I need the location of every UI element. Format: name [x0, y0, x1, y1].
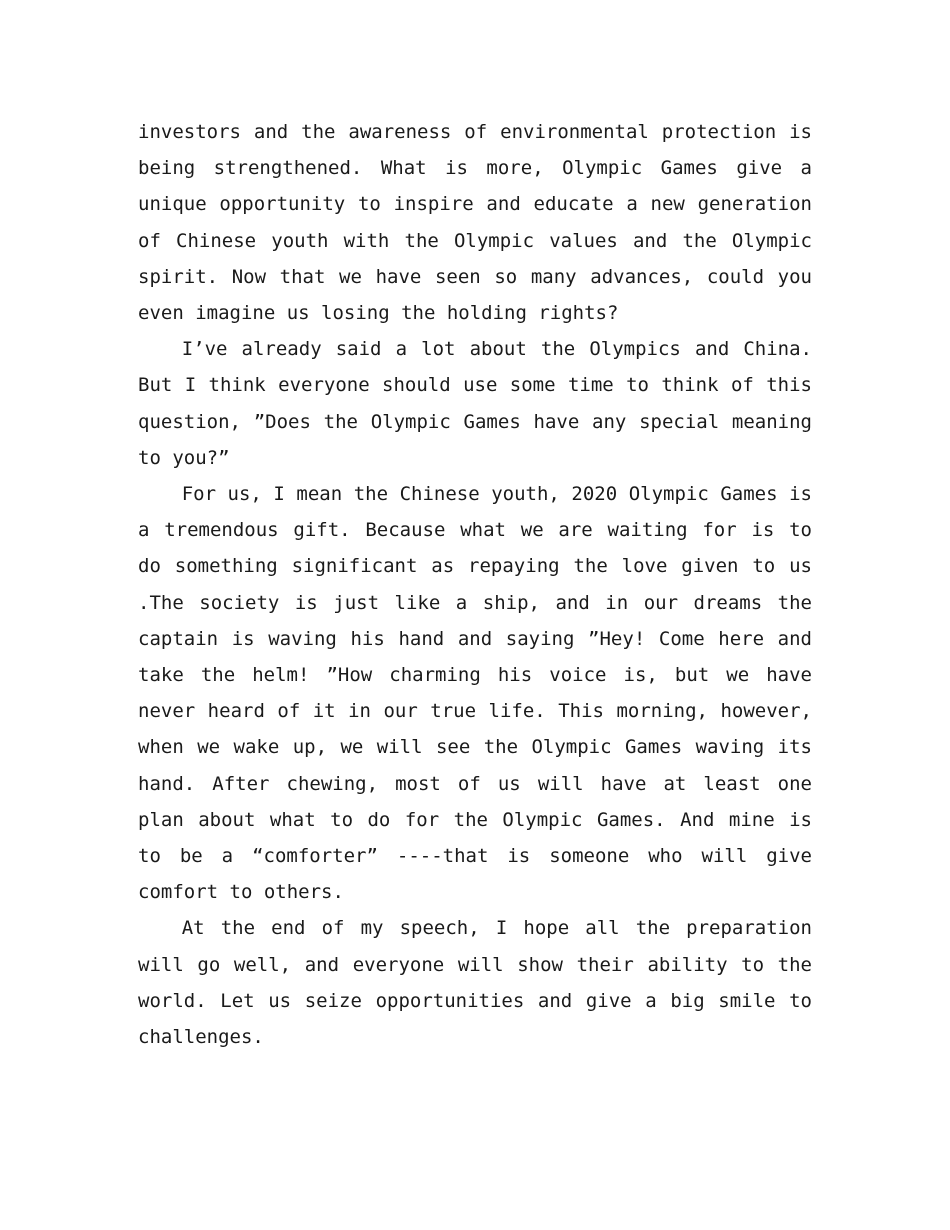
- paragraph-4: At the end of my speech, I hope all the preparation will go well, and everyone will show their ability to the world. Let us seize opportunities and give a big smile to challenges.: [138, 917, 812, 1049]
- paragraph-1: investors and the awareness of environmental protection is being strengthened. What is more, Olympic Games give a unique opportunity to inspire and educate a new generation of Chinese youth with the Olympic values and the Olympic spirit. Now that we have seen so many advances, could you even imagine us losing the holding rights?: [138, 121, 812, 325]
- paragraph-3: For us, I mean the Chinese youth, 2020 Olympic Games is a tremendous gift. Because what we are waiting for is to do something significant as repaying the love given to us .The society is just like a ship, and in our dreams the captain is waving his hand and saying ”Hey! Come here and take the helm! ”How charming his voice is, but we have never heard of it in our true life. This morning, however, when we wake up, we will see the Olympic Games waving its hand. After chewing, most of us will have at least one plan about what to do for the Olympic Games. And mine is to be a “comforter” ----that is someone who will give comfort to others.: [138, 483, 812, 904]
- paragraph-2: I’ve already said a lot about the Olympics and China. But I think everyone should use some time to think of this question, ”Does the Olympic Games have any special meaning to you?”: [138, 338, 812, 469]
- document-body: [138, 114, 812, 1055]
